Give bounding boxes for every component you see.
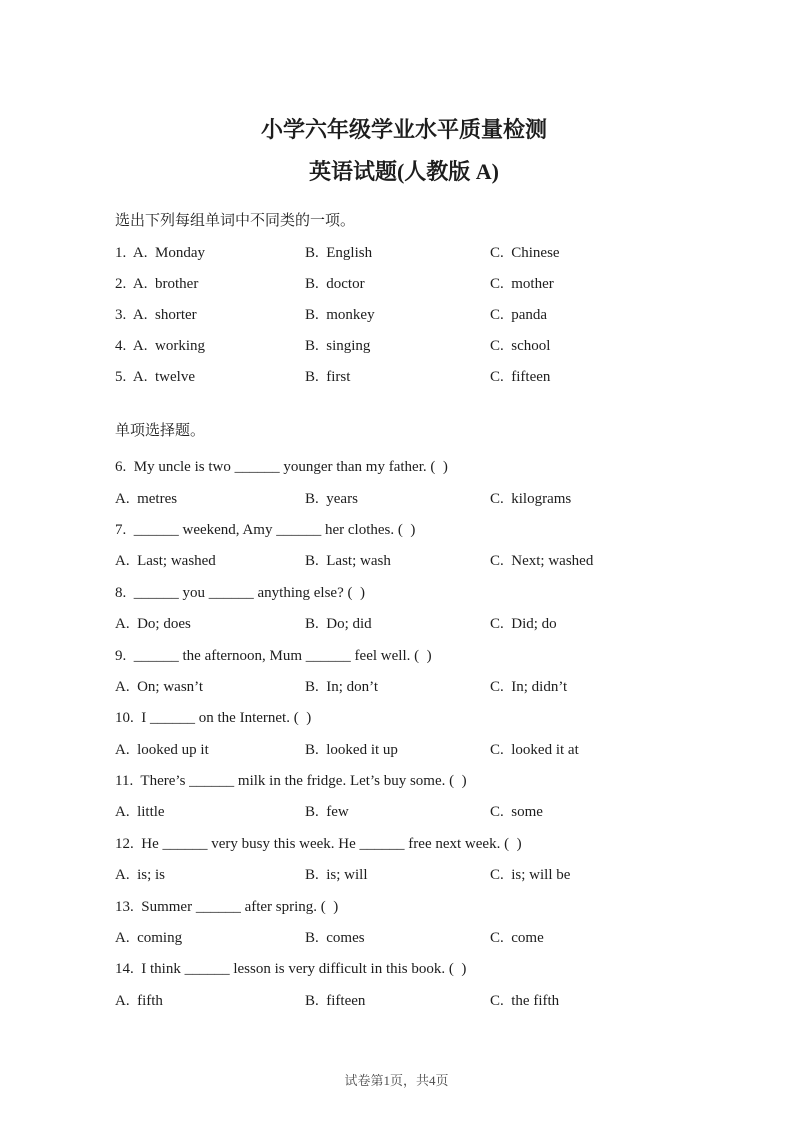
word-question-row (115, 269, 693, 300)
question-stem: 8. ______ you ______ anything else? ( ) (115, 584, 365, 601)
choice-b: B. Last; wash (305, 553, 391, 570)
question-stem: 14. I think ______ lesson is very difficult in this book. ( ) (115, 961, 467, 978)
choice-a: A. On; wasn’t (115, 678, 204, 695)
choice-b: B. few (305, 804, 349, 821)
options-row (115, 735, 693, 766)
word-classification-section (115, 238, 693, 393)
choice-a: A. fifth (115, 992, 163, 1009)
choice-c: C. the fifth (490, 992, 560, 1009)
word-question-row (115, 362, 693, 393)
page-footer: 试卷第1页，共4页 (344, 1073, 449, 1088)
choice-a: A. metres (115, 490, 178, 507)
question-stem: 7. ______ weekend, Amy ______ her clothes. ( ) (115, 521, 416, 538)
choice-c: C. mother (490, 276, 554, 292)
question-stem: 10. I ______ on the Internet. ( ) (115, 710, 312, 727)
choice-b: B. looked it up (305, 741, 398, 758)
choice-a: A. Do; does (115, 616, 191, 633)
question-stem: 12. He ______ very busy this week. He ______ free next week. ( ) (115, 835, 522, 852)
page-subtitle: 英语试题(人教版 A) (308, 159, 500, 184)
choice-c: C. Next; washed (490, 553, 594, 570)
choice-b: B. comes (305, 930, 365, 947)
choice-c: C. looked it at (490, 741, 579, 758)
choice-a: 3. A. shorter (115, 307, 197, 323)
options-row (115, 546, 693, 577)
choice-a: 4. A. working (115, 338, 205, 354)
page-title: 小学六年级学业水平质量检测 (260, 117, 547, 142)
choice-b: B. monkey (305, 307, 375, 323)
question-stem: 9. ______ the afternoon, Mum ______ feel well. ( ) (115, 647, 432, 664)
choice-c: C. kilograms (490, 490, 572, 507)
options-row (115, 923, 693, 954)
options-row (115, 797, 693, 828)
choice-b: B. In; don’t (305, 678, 379, 695)
section1-instruction: 选出下列每组单词中不同类的一项。 (115, 213, 356, 229)
choice-a: 1. A. Monday (115, 245, 205, 261)
choice-b: B. is; will (305, 867, 368, 884)
choice-c: C. some (490, 804, 543, 821)
choice-c: C. is; will be (490, 867, 571, 884)
section2-heading: 单项选择题。 (115, 423, 206, 439)
options-row (115, 860, 693, 891)
choice-b: B. singing (305, 338, 371, 354)
choice-c: C. school (490, 338, 551, 354)
choice-b: B. doctor (305, 276, 365, 292)
question-stem: 11. There’s ______ milk in the fridge. Let’s buy some. ( ) (115, 773, 467, 790)
options-row (115, 986, 693, 1017)
choice-a: 5. A. twelve (115, 369, 195, 385)
choice-b: B. years (305, 490, 358, 507)
choice-a: A. Last; washed (115, 553, 216, 570)
choice-a: A. little (115, 804, 165, 821)
word-question-row (115, 300, 693, 331)
choice-c: C. fifteen (490, 369, 551, 385)
choice-b: B. Do; did (305, 616, 372, 633)
choice-a: A. looked up it (115, 741, 209, 758)
options-row (115, 672, 693, 703)
choice-b: B. first (305, 369, 351, 385)
choice-a: 2. A. brother (115, 276, 199, 292)
question-stem: 6. My uncle is two ______ younger than my father. ( ) (115, 459, 448, 476)
choice-c: C. In; didn’t (490, 678, 568, 695)
choice-b: B. English (305, 245, 373, 261)
word-question-row (115, 238, 693, 269)
options-row (115, 609, 693, 640)
choice-c: C. panda (490, 307, 548, 323)
choice-c: C. come (490, 930, 544, 947)
choice-c: C. Chinese (490, 245, 560, 261)
choice-a: A. coming (115, 930, 183, 947)
choice-b: B. fifteen (305, 992, 366, 1009)
multiple-choice-section (115, 452, 693, 1017)
question-stem: 13. Summer ______ after spring. ( ) (115, 898, 339, 915)
word-question-row (115, 331, 693, 362)
options-row (115, 483, 693, 514)
choice-c: C. Did; do (490, 616, 557, 633)
choice-a: A. is; is (115, 867, 166, 884)
